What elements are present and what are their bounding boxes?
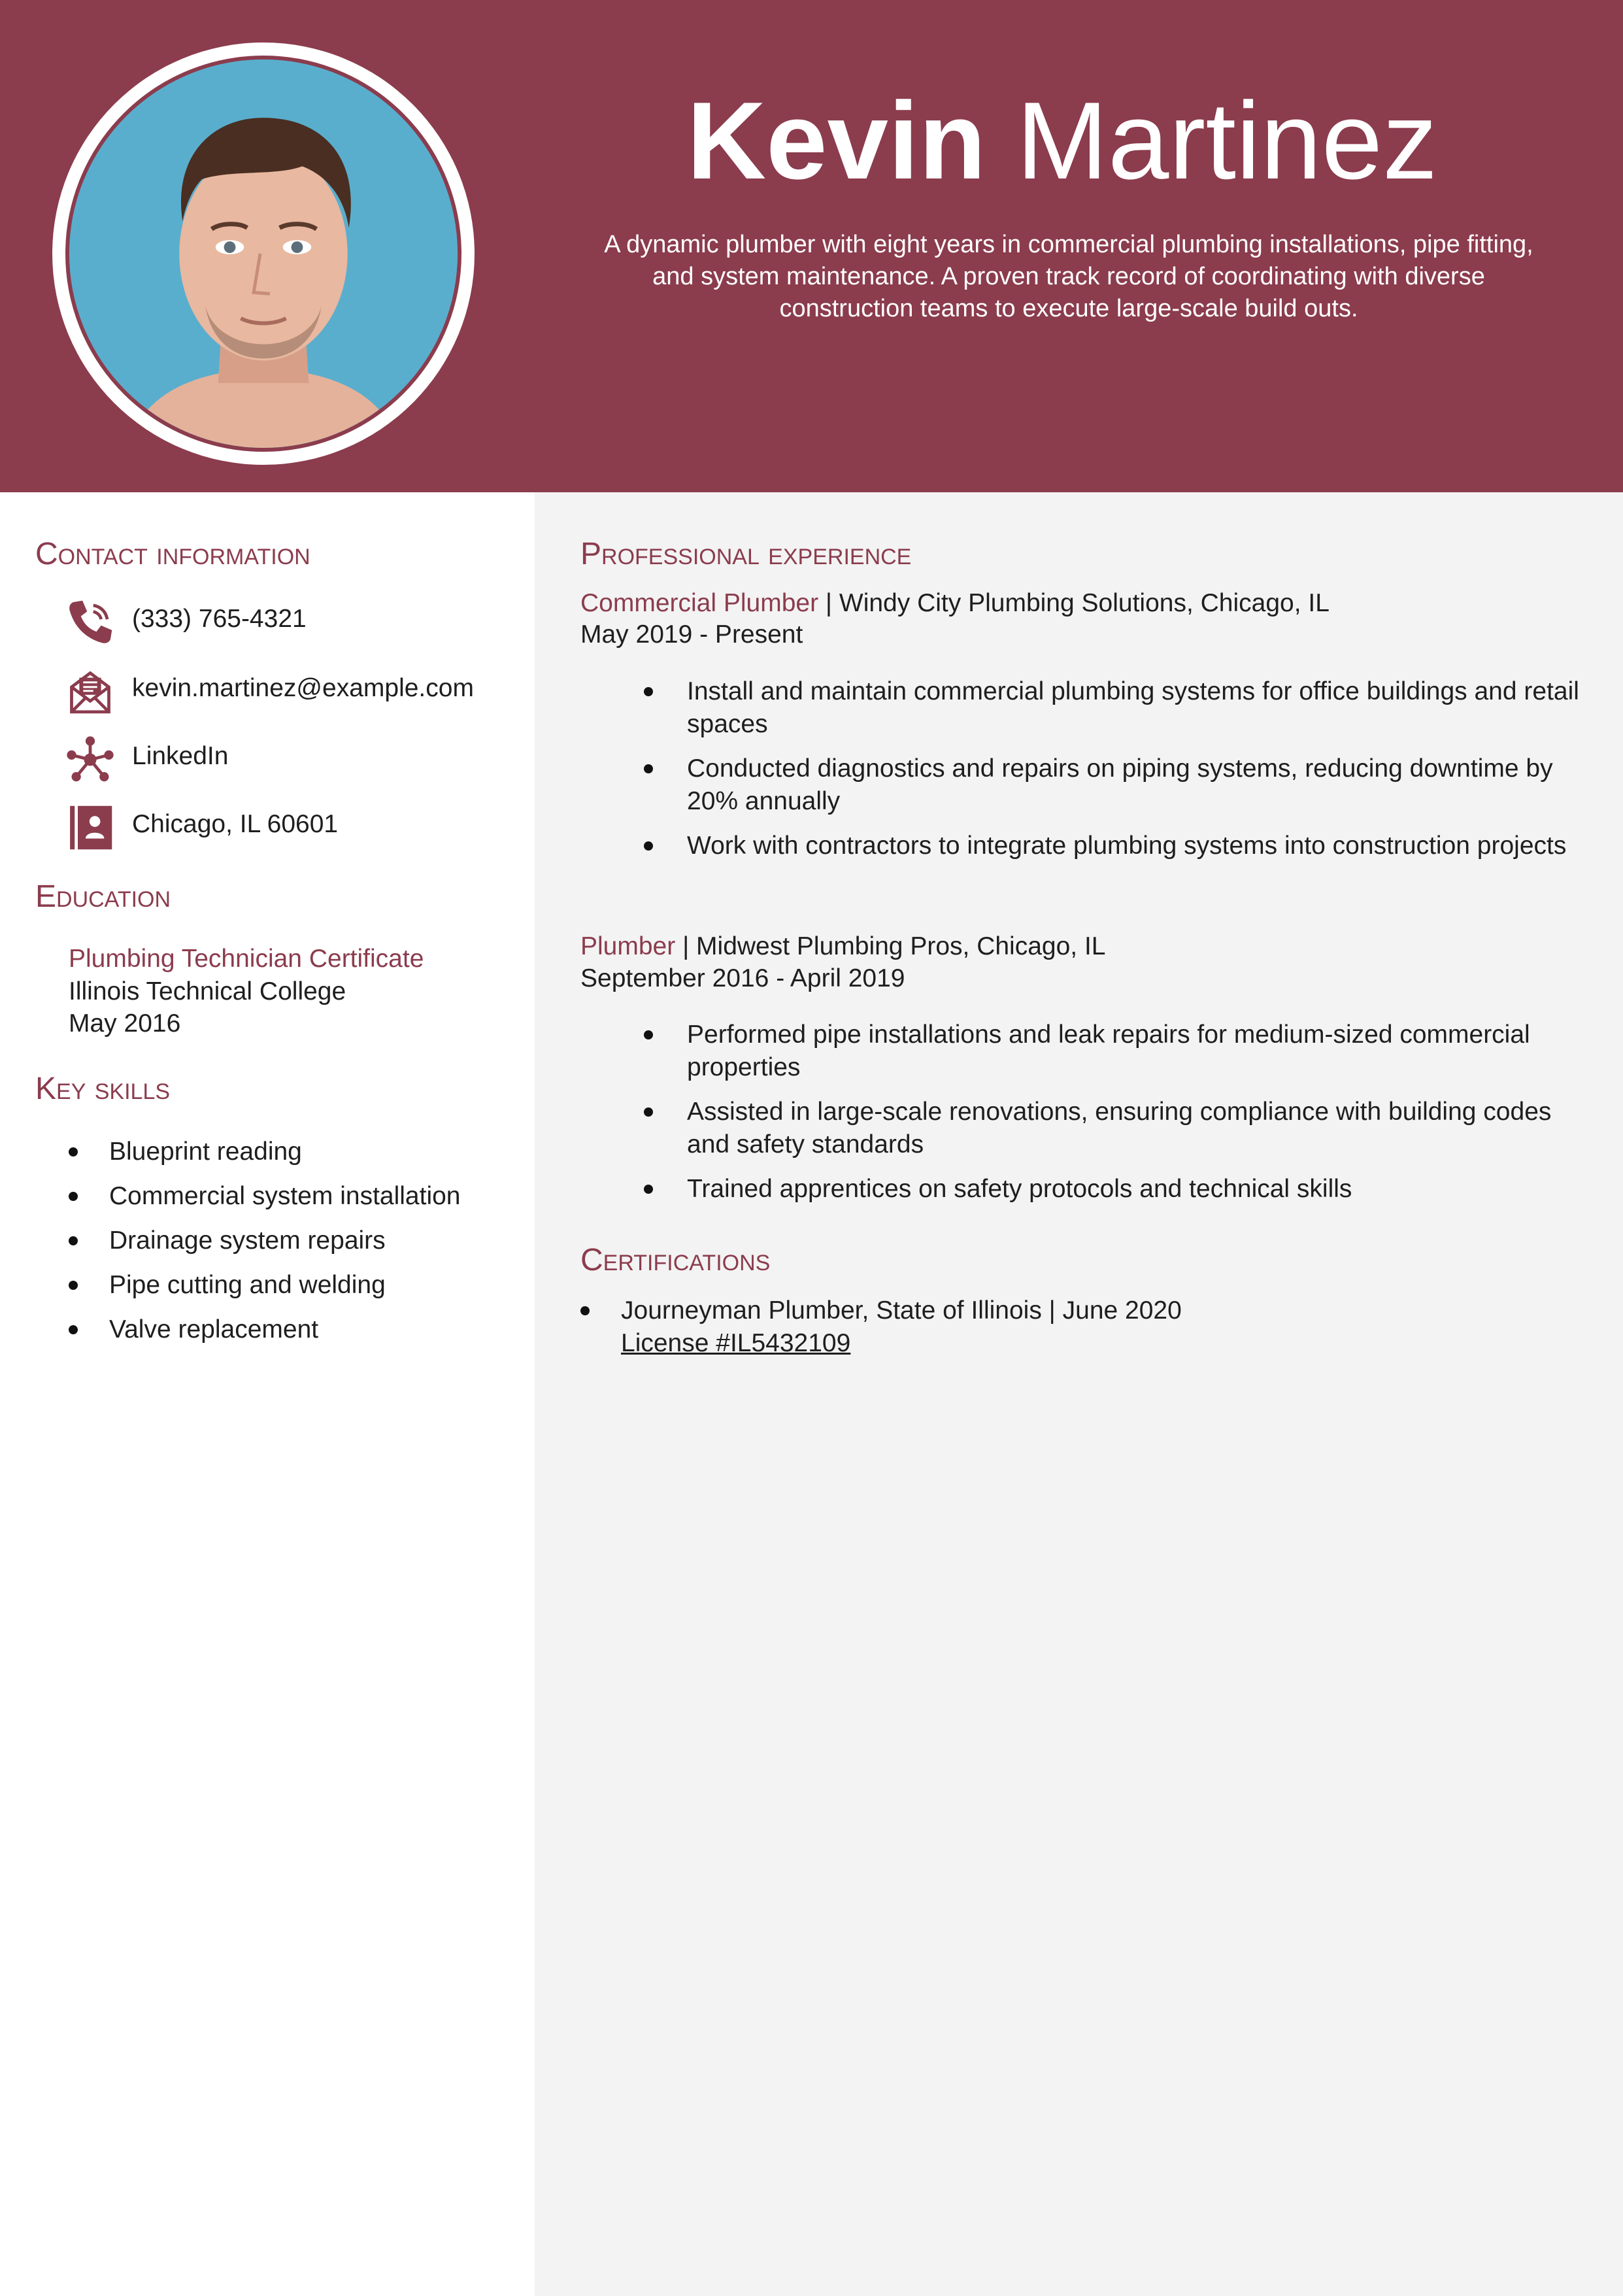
- network-icon: [65, 735, 115, 785]
- contact-section-title: Contact information: [35, 537, 310, 571]
- duty-item: Assisted in large-scale renovations, ensuring compliance with building codes and safety standards: [644, 1096, 1585, 1161]
- certifications-section-title: Certifications: [580, 1243, 771, 1277]
- portrait-illustration: [69, 59, 458, 448]
- skills-list: [69, 1136, 461, 1358]
- certification-text: Journeyman Plumber, State of Illinois | June 2020: [621, 1296, 1182, 1325]
- address-book-icon: [65, 803, 115, 853]
- duty-item: Trained apprentices on safety protocols and technical skills: [644, 1173, 1585, 1206]
- certification-item: [580, 1294, 1561, 1360]
- profile-photo-frame: [52, 42, 475, 465]
- education-section-title: Education: [35, 879, 171, 914]
- education-date: May 2016: [69, 1009, 181, 1038]
- skill-item: Commercial system installation: [69, 1180, 461, 1213]
- duty-item: Work with contractors to integrate plumbing systems into construction projects: [644, 830, 1585, 862]
- certifications-list: [580, 1294, 1561, 1360]
- job-1-heading: [580, 587, 1330, 620]
- job-1-role: Commercial Plumber: [580, 589, 819, 617]
- job-1-company: | Windy City Plumbing Solutions, Chicago, IL: [818, 589, 1330, 617]
- last-name: Martinez: [1016, 79, 1438, 202]
- address-text: Chicago, IL 60601: [132, 810, 339, 838]
- candidate-name: [536, 72, 1588, 209]
- education-school: Illinois Technical College: [69, 977, 346, 1005]
- skill-item: Drainage system repairs: [69, 1224, 461, 1257]
- job-1-dates: May 2019 - Present: [580, 620, 803, 649]
- profile-photo: [65, 56, 461, 452]
- education-degree: Plumbing Technician Certificate: [69, 945, 424, 973]
- duty-item: Install and maintain commercial plumbing systems for office buildings and retail spaces: [644, 675, 1585, 741]
- skills-section-title: Key skills: [35, 1072, 171, 1106]
- skill-item: Valve replacement: [69, 1313, 461, 1346]
- phone-icon: [65, 598, 115, 647]
- job-2-role: Plumber: [580, 932, 676, 960]
- experience-section-title: Professional experience: [580, 537, 912, 571]
- email-address: kevin.martinez@example.com: [132, 674, 474, 702]
- profile-summary: A dynamic plumber with eight years in commercial plumbing installations, pipe fitting, and system maintenance. A proven track record of coordinating with diverse construction teams to execute large-scale build outs.: [604, 231, 1533, 322]
- job-1-duties: [644, 675, 1585, 874]
- duty-item: Conducted diagnostics and repairs on piping systems, reducing downtime by 20% annually: [644, 752, 1585, 818]
- license-link[interactable]: License #IL5432109: [621, 1329, 851, 1357]
- header-banner: [0, 0, 1623, 492]
- phone-number: (333) 765-4321: [132, 605, 307, 633]
- job-2-dates: September 2016 - April 2019: [580, 964, 905, 992]
- skill-item: Pipe cutting and welding: [69, 1269, 461, 1302]
- job-2-company: | Midwest Plumbing Pros, Chicago, IL: [675, 932, 1106, 960]
- linkedin-link[interactable]: LinkedIn: [132, 742, 229, 770]
- envelope-icon: [65, 667, 115, 717]
- job-2-heading: [580, 930, 1105, 963]
- job-2-duties: [644, 1019, 1585, 1217]
- skill-item: Blueprint reading: [69, 1136, 461, 1168]
- duty-item: Performed pipe installations and leak repairs for medium-sized commercial properties: [644, 1019, 1585, 1084]
- first-name: Kevin: [686, 79, 986, 202]
